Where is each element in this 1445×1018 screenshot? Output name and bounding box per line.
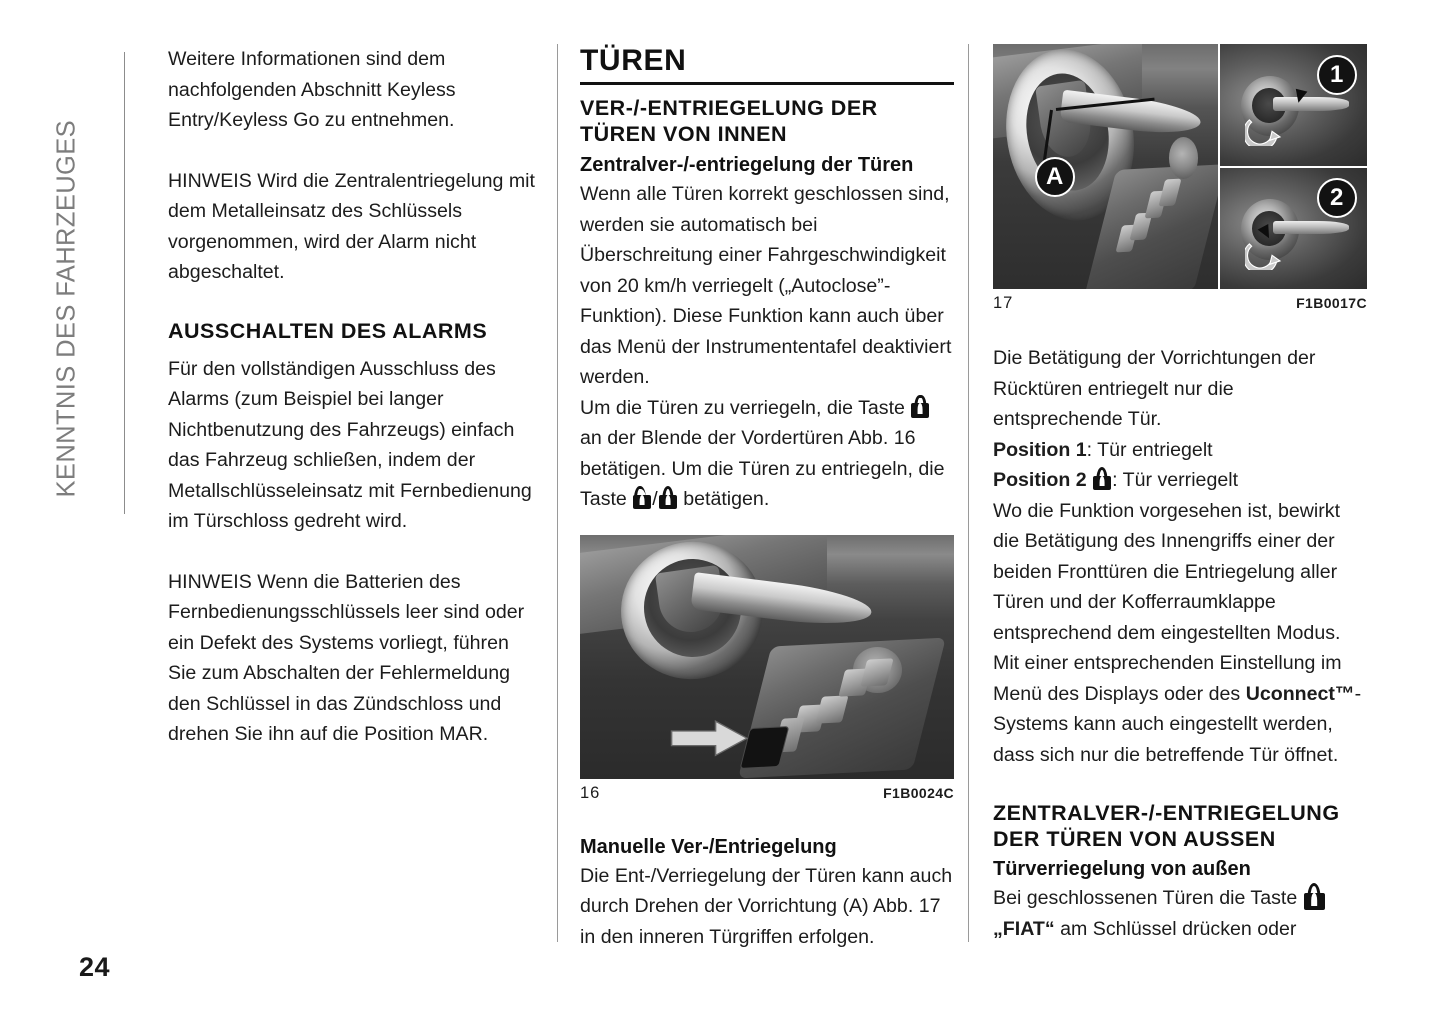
subheading-zentralver-entriegelung: Zentralver-/-entriegelung der Türen <box>580 154 914 176</box>
left-note-paragraph: HINWEIS Wird die Zentralentriegelung mit dem Metalleinsatz des Schlüssels vorgenommen, wird der Alarm nicht abgeschaltet. <box>168 169 535 283</box>
figure-17-number: 17 <box>993 294 1014 312</box>
arrow-right-icon <box>670 720 749 757</box>
spacer <box>993 770 1367 800</box>
spacer <box>580 85 954 95</box>
position-2-label: Position 2 <box>993 469 1087 491</box>
left-paragraph-1: Weitere Informationen sind dem nachfolgenden Abschnitt Keyless Entry/Keyless Go zu entnehmen. <box>168 48 456 131</box>
position-2-line <box>993 465 1367 496</box>
right-paragraph-1: Die Betätigung der Vorrichtungen der Rücktüren entriegelt nur die entsprechende Tür. <box>993 347 1316 430</box>
padlock-closed-icon <box>1093 467 1111 490</box>
figure-17-detail-column <box>1220 44 1367 289</box>
column-divider-right <box>968 44 969 942</box>
chapter-side-tab <box>0 0 130 1018</box>
mirror-adjust-knob <box>1169 137 1198 179</box>
spacer <box>168 537 540 567</box>
left-paragraph-3: Für den vollständigen Ausschluss des Alarms (zum Beispiel bei langer Nichtbenutzung des Fahrzeugs) einfach das Fahrzeug schließen, indem der Metallschlüsseleinsatz mit Fernbedienung im Türschloss gedreht wird. <box>168 357 532 532</box>
right-paragraph-3 <box>993 883 1367 944</box>
spacer <box>168 344 540 354</box>
figure-16-code: F1B0024C <box>883 784 954 801</box>
figure-17-detail-1 <box>1220 44 1367 166</box>
figure-17-caption <box>993 294 1367 313</box>
figure-17-main-panel <box>993 44 1220 289</box>
key-instruction-text-1: Bei geschlossenen Türen die Taste <box>993 887 1298 909</box>
rotation-arrow-icon <box>1245 236 1283 270</box>
padlock-closed-icon <box>911 395 929 418</box>
lock-instruction-text-2: an der Blende der Vordertüren Abb. 16 betätigen. Um die Türen zu entriegeln, die Taste <box>580 427 945 510</box>
uconnect-brand: Uconnect™ <box>1245 682 1355 705</box>
chapter-tab-label: KENNTNIS DES FAHRZEUGES <box>52 119 81 498</box>
left-text-column <box>168 44 540 750</box>
heading-ver-entriegelung-innen: VER-/-ENTRIEGELUNG DER TÜREN VON INNEN <box>580 96 878 146</box>
key-instruction-text-2: am Schlüssel drücken oder <box>1060 917 1297 940</box>
right-paragraph-2-part1: Wo die Funktion vorgesehen ist, bewirkt die Betätigung des Innengriffs einer der beiden Fronttüren die Entriegelung aller Türen und der Kofferraumklappe entsprechend dem eingestellten Modus. Mit einer entsprechenden Einstellung im Menü des Displays oder des <box>993 499 1342 705</box>
rotation-arrow-icon <box>1245 112 1283 146</box>
subheading-tuerverriegelung-von-aussen: Türverriegelung von außen <box>993 858 1251 880</box>
spacer <box>168 288 540 318</box>
position-1-label: Position 1 <box>993 438 1087 461</box>
chapter-tab-rule <box>124 52 125 514</box>
column-divider-left <box>557 44 558 942</box>
middle-text-column <box>580 44 954 952</box>
middle-paragraph-1a: Wenn alle Türen korrekt geschlossen sind, werden sie automatisch bei Überschreitung einer Fahrgeschwindigkeit von 20 km/h verriegelt („Autoclose”-Funktion). Diese Funktion kann auch über das Menü der Instrumententafel deaktiviert werden. <box>580 183 952 388</box>
padlock-closed-icon <box>1304 883 1325 910</box>
figure-17-code: F1B0017C <box>1296 295 1367 311</box>
padlock-open-icon <box>633 486 651 509</box>
page-number: 24 <box>79 952 111 982</box>
figure-16-caption <box>580 784 954 803</box>
heading-zentralver-entriegelung-aussen: ZENTRALVER-/-ENTRIEGELUNG DER TÜREN VON AUSSEN <box>993 801 1340 851</box>
callout-badge-a: A <box>1035 157 1075 197</box>
padlock-closed-icon <box>659 486 677 509</box>
lock-instruction-text-1: Um die Türen zu verriegeln, die Taste <box>580 396 905 419</box>
spacer <box>580 803 954 833</box>
spacer <box>993 313 1367 343</box>
figure-17-badge-1: 1 <box>1317 55 1357 95</box>
figure-17-badge-2: 2 <box>1317 178 1357 218</box>
subheading-manuelle-ver-entriegelung: Manuelle Ver-/Entriegelung <box>580 835 837 858</box>
right-paragraph-2-part2: -Systems kann auch eingestellt werden, dass sich nur die betreffende Tür öffnet. <box>993 682 1362 766</box>
figure-17-detail-2 <box>1220 166 1367 290</box>
figure-16-number: 16 <box>580 783 601 802</box>
right-paragraph-2 <box>993 496 1367 771</box>
spacer <box>580 515 954 535</box>
figure-17 <box>993 44 1367 313</box>
door-handle-lever <box>1273 97 1349 110</box>
door-handle-lever <box>1273 221 1349 234</box>
position-1-line <box>993 435 1367 466</box>
page-title-tueren: TÜREN <box>580 44 687 77</box>
middle-paragraph-2: Die Ent-/Verriegelung der Türen kann auch durch Drehen der Vorrichtung (A) Abb. 17 in den inneren Türgriffen erfolgen. <box>580 864 953 948</box>
position-2-text: : Tür verriegelt <box>1112 469 1239 491</box>
fiat-key-label: „FIAT“ <box>993 917 1055 940</box>
heading-ausschalten-des-alarms: AUSSCHALTEN DES ALARMS <box>168 318 488 343</box>
left-note-paragraph-2: HINWEIS Wenn die Batterien des Fernbedienungsschlüssels leer sind oder ein Defekt des Systems vorliegt, führen Sie zum Abschalten der Fehlermeldung den Schlüssel in das Zündschloss und drehen Sie ihn auf die Position MAR. <box>168 570 525 745</box>
right-text-column <box>993 44 1367 944</box>
figure-16-image <box>580 535 954 779</box>
figure-16 <box>580 535 954 803</box>
middle-paragraph-1b <box>580 393 954 515</box>
position-1-text: : Tür entriegelt <box>1086 438 1213 461</box>
icon-separator-slash: / <box>652 488 658 510</box>
figure-17-image <box>993 44 1367 289</box>
spacer <box>168 136 540 166</box>
lock-instruction-text-3: betätigen. <box>683 488 770 510</box>
